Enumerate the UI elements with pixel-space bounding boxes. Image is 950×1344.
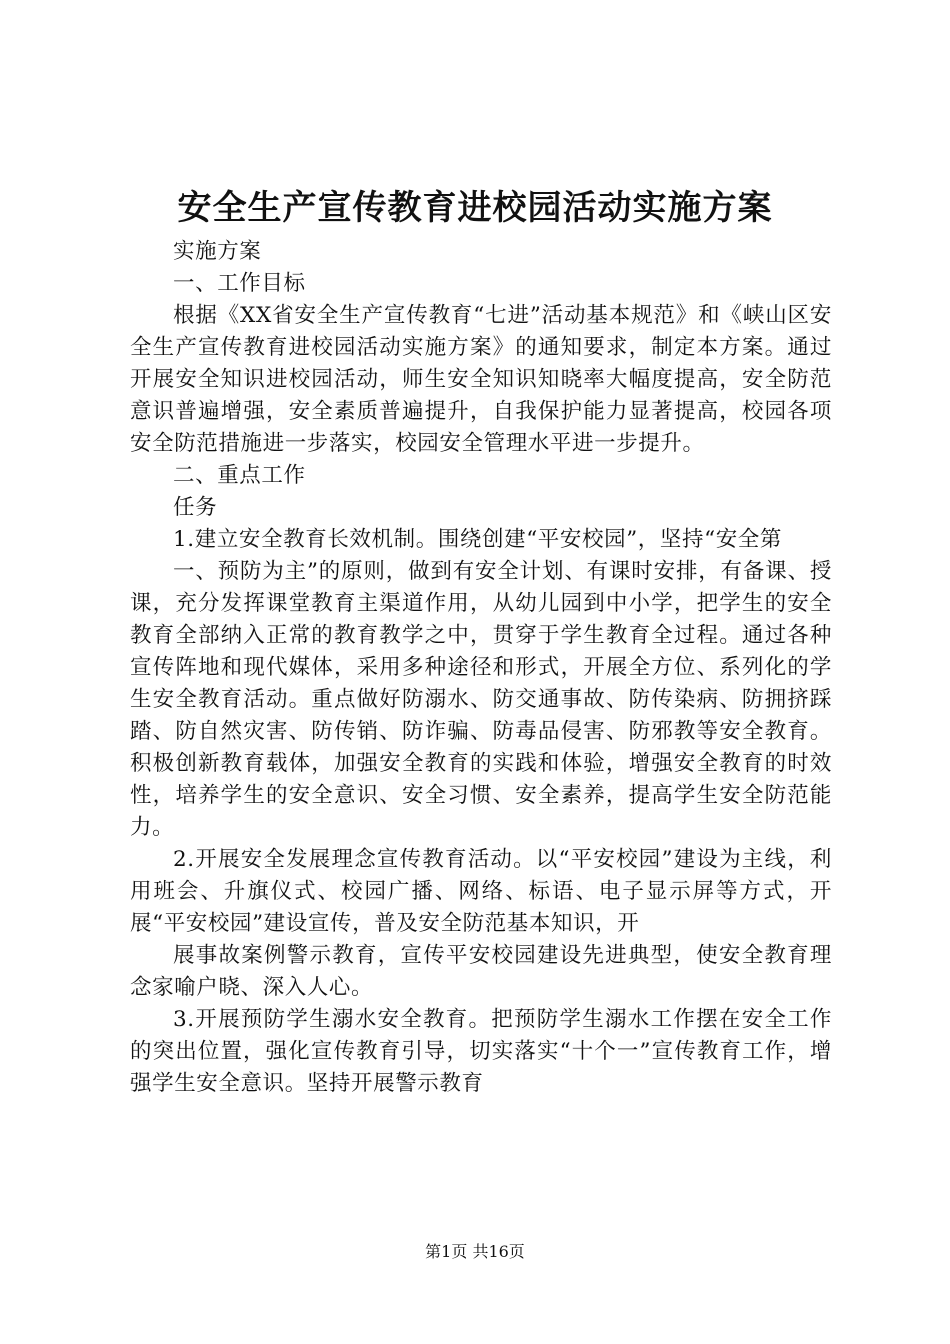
paragraph-4: 二、重点工作 (173, 463, 306, 488)
paragraph-10: 3.开展预防学生溺水安全教育。把预防学生溺水工作摆在安全工作的突出位置，强化宣传教育引导，切实落实“十个一”宣传教育工作，增强学生安全意识。坚持开展警示教育 (130, 1007, 832, 1096)
page-indicator: 第1页 共16页 (425, 1242, 525, 1261)
document-body (130, 236, 832, 1100)
paragraph-6: 1.建立安全教育长效机制。围绕创建“平安校园”，坚持“安全第 (173, 527, 782, 552)
paragraph-9: 展事故案例警示教育，宣传平安校园建设先进典型，使安全教育理念家喻户晓、深入人心。 (130, 943, 832, 1000)
paragraph-7: 一、预防为主”的原则，做到有安全计划、有课时安排，有备课、授课，充分发挥课堂教育主渠道作用，从幼儿园到中小学，把学生的安全教育全部纳入正常的教育教学之中，贯穿于学生教育全过程。通过各种宣传阵地和现代媒体，采用多种途径和形式，开展全方位、系列化的学生安全教育活动。重点做好防溺水、防交通事故、防传染病、防拥挤踩踏、防自然灾害、防传销、防诈骗、防毒品侵害、防邪教等安全教育。积极创新教育载体，加强安全教育的实践和体验，增强安全教育的时效性，培养学生的安全意识、安全习惯、安全素养，提高学生安全防范能力。 (130, 559, 832, 840)
paragraph-5: 任务 (173, 495, 218, 520)
paragraph-1: 实施方案 (173, 239, 262, 264)
paragraph-8: 2.开展安全发展理念宣传教育活动。以“平安校园”建设为主线，利用班会、升旗仪式、校园广播、网络、标语、电子显示屏等方式，开展“平安校园”建设宣传，普及安全防范基本知识，开 (130, 847, 832, 936)
document-title: 安全生产宣传教育进校园活动实施方案 (177, 188, 773, 228)
paragraph-2: 一、工作目标 (173, 271, 306, 296)
paragraph-3: 根据《XX省安全生产宣传教育“七进”活动基本规范》和《峡山区安全生产宣传教育进校园活动实施方案》的通知要求，制定本方案。通过开展安全知识进校园活动，师生安全知识知晓率大幅度提高，安全防范意识普遍增强，安全素质普遍提升，自我保护能力显著提高，校园各项安全防范措施进一步落实，校园安全管理水平进一步提升。 (130, 303, 832, 456)
